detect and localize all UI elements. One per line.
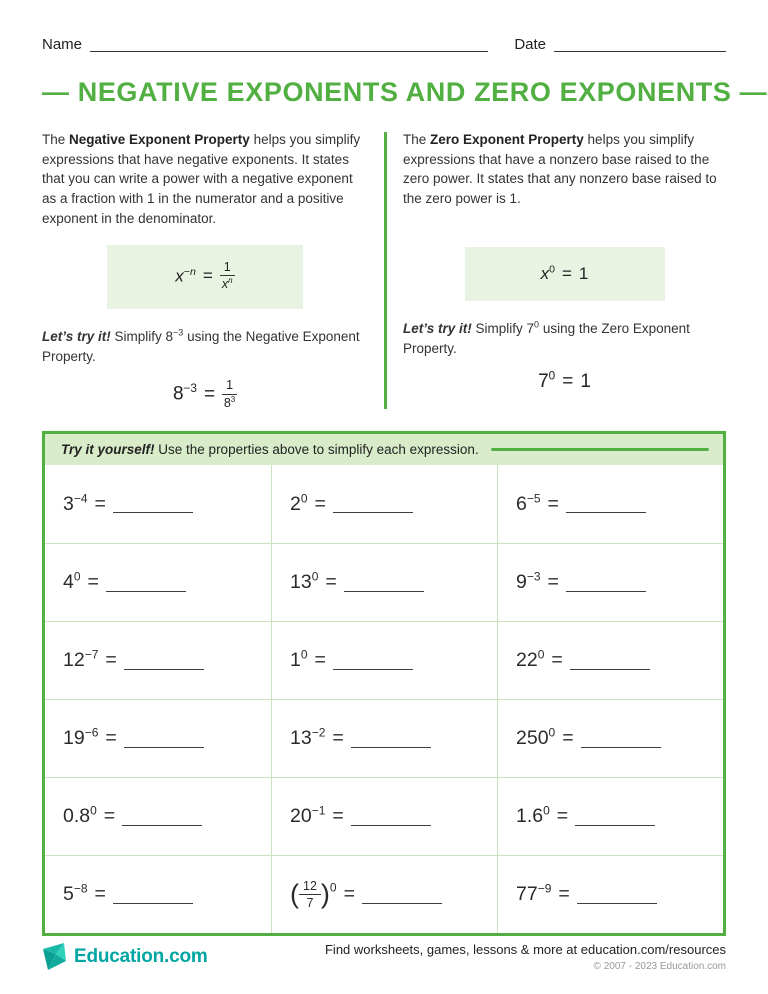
zero-property-name: Zero Exponent Property <box>430 132 584 147</box>
problem-expression: $9^{-3}$ <box>516 569 541 594</box>
title-dash-left: — <box>42 77 70 107</box>
problem-cell <box>497 465 723 543</box>
problem-expression: $77^{-9}$ <box>516 881 552 906</box>
problem-expression: $3^{-4}$ <box>63 491 88 515</box>
title-dash-right: — <box>739 77 768 107</box>
answer-blank[interactable] <box>344 574 424 592</box>
zero-intro-paragraph <box>403 130 726 209</box>
example-base: 8 <box>172 383 184 405</box>
formula-fraction <box>220 261 235 291</box>
problem-cell <box>271 855 497 933</box>
problem-cell <box>45 543 271 621</box>
answer-blank[interactable] <box>566 574 646 592</box>
equals-sign: = <box>314 649 326 672</box>
answer-blank[interactable] <box>106 574 186 592</box>
problem-expression: $22^0$ <box>516 647 545 672</box>
example-fraction: $\frac{1}{8^3}$ <box>223 378 236 410</box>
practice-header <box>45 434 723 465</box>
problem-cell <box>271 465 497 543</box>
page-title <box>42 77 768 108</box>
problems-grid <box>45 465 723 933</box>
answer-blank[interactable] <box>113 886 193 904</box>
negative-try-text: Let’s try it! Simplify $8^{-3}$ using the Negative Exponent Property. <box>42 327 360 364</box>
example-base: 7 <box>538 371 549 393</box>
zero-try-text: Let’s try it! Simplify $7^0$ using the Zero Exponent Property. <box>403 319 690 357</box>
equals-sign: = <box>94 492 106 515</box>
problem-expression: $12^{-7}$ <box>63 647 99 672</box>
problem-expression: $250^0$ <box>516 725 556 750</box>
example-result: 1 <box>580 371 591 393</box>
equals-sign: = <box>103 805 116 828</box>
problem-expression: $13^0$ <box>290 569 319 594</box>
equals-sign: = <box>202 266 213 286</box>
equals-sign: = <box>332 727 344 750</box>
footer-text <box>325 942 726 972</box>
negative-exponent-column <box>42 130 368 409</box>
problem-expression: $4^0$ <box>63 569 81 594</box>
equals-sign: = <box>325 571 337 594</box>
date-label: Date <box>514 36 546 53</box>
equals-sign: = <box>562 727 574 750</box>
formula-base: x <box>540 263 550 283</box>
footer-resources-line: Find worksheets, games, lessons & more at education.com/resources <box>324 942 726 957</box>
education-logo <box>42 942 208 972</box>
practice-instructions: Try it yourself! Use the properties above to simplify each expression. <box>61 442 479 458</box>
problem-expression: $6^{-5}$ <box>516 491 541 515</box>
answer-blank[interactable] <box>351 730 431 748</box>
problem-expression: $0.8^0$ <box>63 803 97 828</box>
fraction-denominator: $x^n$ <box>221 275 233 292</box>
title-text: NEGATIVE EXPONENTS AND ZERO EXPONENTS <box>77 77 732 107</box>
column-divider <box>384 132 387 409</box>
negative-example-equation <box>42 379 368 409</box>
example-exponent: −3 <box>183 382 197 396</box>
equals-sign: = <box>203 383 216 405</box>
header-rule <box>491 448 709 452</box>
name-blank-line[interactable] <box>90 36 488 52</box>
problem-cell <box>45 777 271 855</box>
education-logo-text: Education.com <box>74 946 208 967</box>
equals-sign: = <box>551 649 563 672</box>
problem-cell <box>271 699 497 777</box>
answer-blank[interactable] <box>566 495 646 513</box>
formula-base: x <box>175 266 184 286</box>
problem-expression: $13^{-2}$ <box>290 725 326 750</box>
equals-sign: = <box>556 805 569 828</box>
answer-blank[interactable] <box>570 652 650 670</box>
problem-expression: $1^0$ <box>290 647 308 672</box>
equals-sign: = <box>562 371 574 393</box>
problem-expression: ( $\frac{12}{7}$ )$^0$ <box>290 878 337 911</box>
answer-blank[interactable] <box>351 808 431 826</box>
problem-expression: $5^{-8}$ <box>63 881 88 906</box>
intro-pre: The <box>42 132 70 147</box>
negative-intro-paragraph <box>42 130 368 229</box>
practice-section <box>42 431 726 936</box>
zero-formula-box <box>465 247 665 301</box>
problem-expression: $20^{-1}$ <box>290 803 326 828</box>
problem-cell <box>45 699 271 777</box>
answer-blank[interactable] <box>333 652 413 670</box>
problem-cell <box>271 777 497 855</box>
equals-sign: = <box>547 571 559 594</box>
equals-sign: = <box>561 263 572 283</box>
problem-cell <box>497 699 723 777</box>
answer-blank[interactable] <box>575 808 655 826</box>
negative-formula-box <box>107 245 303 309</box>
fraction-numerator: 1 <box>220 261 235 277</box>
answer-blank[interactable] <box>124 652 204 670</box>
equals-sign: = <box>558 883 570 906</box>
equals-sign: = <box>87 571 99 594</box>
try-yourself-label: Try it yourself! <box>61 442 155 458</box>
answer-blank[interactable] <box>124 730 204 748</box>
problem-cell <box>497 855 723 933</box>
try-it-label: Let’s try it! <box>42 328 111 344</box>
equals-sign: = <box>105 727 117 750</box>
problem-cell <box>45 465 271 543</box>
answer-blank[interactable] <box>122 808 202 826</box>
problem-cell <box>497 543 723 621</box>
formula-exponent: 0 <box>549 263 555 276</box>
footer-copyright: © 2007 - 2023 Education.com <box>593 961 726 972</box>
problem-expression: $19^{-6}$ <box>63 725 99 750</box>
negative-property-name: Negative Exponent Property <box>69 132 250 147</box>
formula-exponent: −n <box>183 265 196 278</box>
name-date-row <box>42 36 726 53</box>
intro-rest: helps you simplify expressions that have negative exponents. It states that you can write a power with a negative exponent as a fraction with 1 in the numerator and a positive exponent in the denominator. <box>42 132 361 226</box>
date-blank-line[interactable] <box>554 36 726 52</box>
equals-sign: = <box>105 649 117 672</box>
name-label: Name <box>42 36 83 53</box>
problem-cell <box>271 621 497 699</box>
zero-exponent-column <box>403 130 726 409</box>
footer <box>42 942 726 972</box>
answer-blank[interactable] <box>577 886 657 904</box>
answer-blank[interactable] <box>581 730 661 748</box>
intro-columns <box>42 130 726 409</box>
problem-cell <box>497 777 723 855</box>
problem-cell <box>271 543 497 621</box>
problem-expression: $1.6^0$ <box>516 803 550 828</box>
example-exponent: 0 <box>548 369 556 383</box>
problem-expression: $2^0$ <box>290 491 308 515</box>
zero-example-equation <box>403 371 726 393</box>
equals-sign: = <box>547 492 559 515</box>
equals-sign: = <box>343 883 355 906</box>
intro-pre: The <box>403 132 431 147</box>
problem-cell <box>45 621 271 699</box>
answer-blank[interactable] <box>113 495 193 513</box>
equals-sign: = <box>332 805 344 828</box>
problem-cell <box>497 621 723 699</box>
formula-result: 1 <box>578 263 589 283</box>
answer-blank[interactable] <box>362 886 442 904</box>
intro-rest: helps you simplify expressions that have a nonzero base raised to the zero power. It states that any nonzero base raised to the zero power is 1. <box>403 132 717 207</box>
problem-cell <box>45 855 271 933</box>
equals-sign: = <box>94 883 106 906</box>
equals-sign: = <box>314 492 326 515</box>
education-logo-icon <box>42 942 68 972</box>
try-it-label: Let’s try it! <box>403 320 472 336</box>
answer-blank[interactable] <box>333 495 413 513</box>
